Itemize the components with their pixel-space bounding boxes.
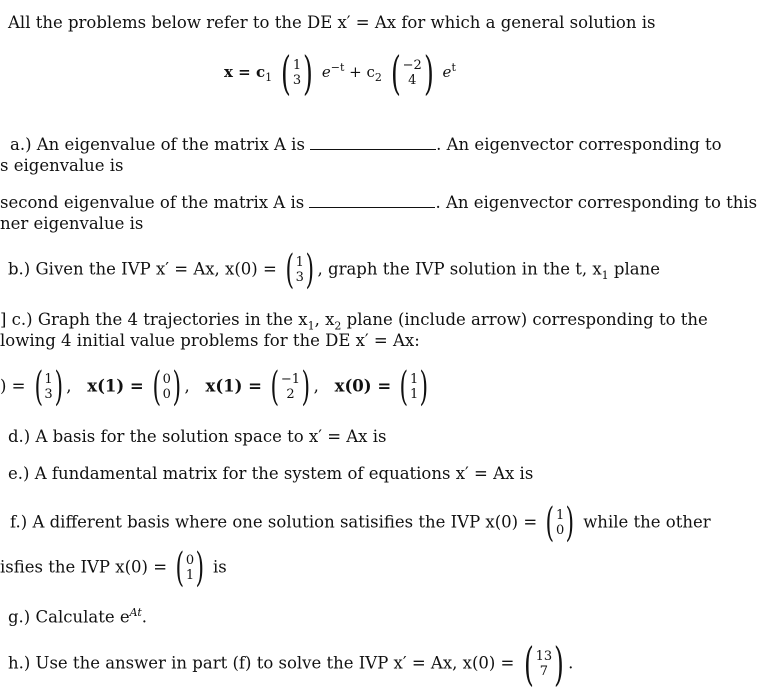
part-f-line2-right: is — [213, 557, 227, 577]
part-h-left: h.) Use the answer in part (f) to solve the IVP x′ = Ax, x(0) = — [8, 653, 515, 673]
ivp2-vector: ( 0 0 ) — [152, 364, 182, 410]
part-a-line1 — [10, 135, 722, 154]
part-a-line4: ner eigenvalue is — [0, 214, 144, 233]
part-a-line1-right: . An eigenvector corresponding to — [436, 135, 722, 154]
part-g-sup: At — [129, 606, 142, 619]
part-d: d.) A basis for the solution space to x′ = Ax is — [8, 427, 387, 446]
gs-exp1-pow: −t — [330, 61, 345, 74]
gs-plus: + c — [349, 63, 375, 81]
part-b-vec-bottom: 3 — [295, 270, 304, 285]
part-c-ivps: ) = ( 1 3 ) , x(1) = ( 0 0 ) , x(1) = ( −1 2 ) , x(0) = ( 1 1 ) — [0, 367, 432, 407]
part-f-line2-left: isfies the IVP x(0) = — [0, 557, 168, 577]
part-c-line2: lowing 4 initial value problems for the DE x′ = Ax: — [0, 331, 420, 350]
part-f-v1-top: 1 — [556, 508, 565, 523]
ivp3-top: −1 — [280, 372, 301, 387]
part-a-line3-right: . An eigenvector corresponding to this — [435, 193, 757, 212]
ivp3-bottom: 2 — [286, 387, 295, 402]
part-a-second-eigenvalue-blank[interactable] — [309, 206, 435, 208]
part-h-vector: ( 13 7 ) — [523, 637, 565, 691]
ivp3-vector: ( −1 2 ) — [270, 364, 311, 410]
ivp4-lhs: x(0) = — [334, 376, 392, 396]
part-f-v2-top: 0 — [185, 553, 195, 568]
part-c-sub1: 1 — [307, 319, 315, 333]
part-a-line2: s eigenvalue is — [0, 156, 124, 175]
gs-lhs: x = c — [224, 63, 266, 81]
part-f-line1-right: while the other — [583, 512, 711, 532]
ivp1-vector: ( 1 3 ) — [34, 364, 63, 410]
part-b-vector: ( 1 3 ) — [285, 247, 315, 293]
part-b-left: b.) Given the IVP x′ = Ax, x(0) = — [8, 259, 277, 279]
part-f-v1-bottom: 0 — [556, 523, 565, 538]
ivp1-bottom: 3 — [44, 387, 53, 402]
part-f-line1 — [10, 500, 711, 546]
gs-vector-1: ( 1 3 ) — [280, 46, 314, 100]
ivp4-vector: ( 1 1 ) — [399, 364, 429, 410]
gs-v1-top: 1 — [292, 58, 302, 73]
gs-c2-sub: 2 — [374, 71, 382, 84]
ivp1-lhs: ) = — [0, 376, 26, 396]
part-c-line1-end: plane (include arrow) corresponding to the — [341, 310, 708, 329]
gs-exp1: e — [321, 63, 331, 81]
gs-exp2: e — [442, 63, 452, 81]
part-e: e.) A fundamental matrix for the system of equations x′ = Ax is — [8, 464, 534, 483]
general-solution — [224, 46, 456, 100]
part-b-right: , graph the IVP solution in the t, x — [317, 259, 602, 279]
gs-c1-sub: 1 — [265, 71, 273, 84]
part-g-text: g.) Calculate e — [8, 607, 130, 627]
part-f-vector-1: ( 1 0 ) — [545, 500, 575, 546]
ivp2-bottom: 0 — [162, 387, 171, 402]
intro-text: All the problems below refer to the DE x′ = Ax for which a general solution is — [8, 13, 656, 32]
part-c-mid: , x — [314, 310, 335, 329]
part-b-vec-top: 1 — [295, 255, 304, 270]
part-a-line3 — [0, 193, 757, 212]
part-g-end: . — [141, 607, 148, 627]
part-a-eigenvalue-blank[interactable] — [310, 148, 436, 150]
part-g — [8, 606, 147, 627]
part-c-line1-text: ] c.) Graph the 4 trajectories in the x — [0, 310, 308, 329]
part-b — [8, 247, 660, 293]
gs-v2-bottom: 4 — [408, 73, 417, 88]
gs-vector-2: ( −2 4 ) — [390, 46, 434, 100]
part-h-end: . — [568, 653, 574, 673]
ivp2-top: 0 — [162, 372, 171, 387]
part-c-line1 — [0, 310, 708, 332]
gs-v1-bottom: 3 — [292, 73, 302, 88]
ivp4-top: 1 — [410, 372, 419, 387]
part-f-line1-left: f.) A different basis where one solution satisifies the IVP x(0) = — [10, 512, 538, 532]
part-h-vec-bottom: 7 — [539, 664, 548, 679]
part-b-right-end: plane — [608, 259, 660, 279]
part-f-v2-bottom: 1 — [185, 568, 195, 583]
ivp4-bottom: 1 — [410, 387, 419, 402]
gs-v2-top: −2 — [402, 58, 422, 73]
part-a-line3-left: second eigenvalue of the matrix A is — [0, 193, 305, 212]
part-a-line1-left: a.) An eigenvalue of the matrix A is — [10, 135, 305, 154]
gs-exp2-pow: t — [451, 61, 456, 74]
ivp3-lhs: x(1) = — [205, 376, 263, 396]
part-f-line2 — [0, 545, 227, 591]
part-h-vec-top: 13 — [535, 649, 553, 664]
part-c-sub2: 2 — [334, 319, 342, 333]
ivp1-top: 1 — [44, 372, 53, 387]
part-h — [8, 637, 574, 691]
part-b-right-sub: 1 — [601, 268, 609, 282]
ivp2-lhs: x(1) = — [87, 376, 144, 396]
part-f-vector-2: ( 0 1 ) — [175, 545, 205, 591]
